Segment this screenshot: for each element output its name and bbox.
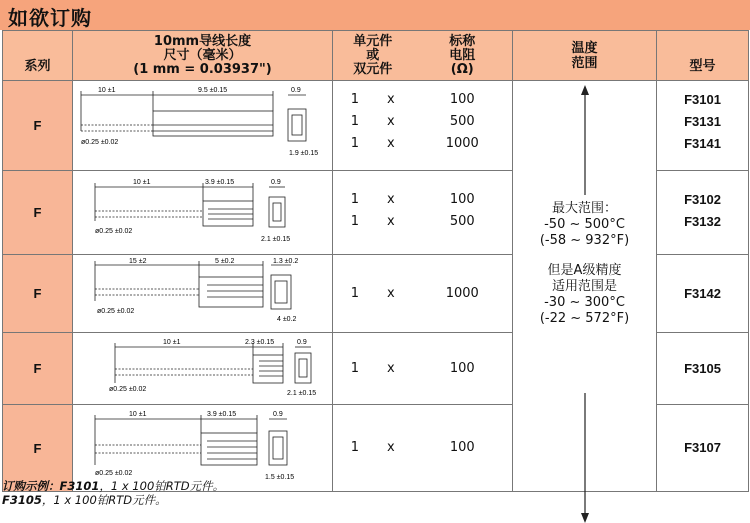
model-cell: F3142: [657, 255, 749, 333]
sensor-drawing: [73, 171, 331, 250]
header-temperature: 温度 范围: [513, 31, 657, 81]
dim-wire-diameter: ø0.25 ±0.02: [109, 386, 147, 393]
dim-wire-diameter: ø0.25 ±0.02: [95, 228, 133, 235]
dim-width: 4 ±0.2: [277, 316, 297, 323]
dim-lead-length: 10 ±1: [98, 87, 116, 94]
dim-width: 1.9 ±0.15: [289, 150, 319, 157]
temperature-text: 最大范围： -50 ~ 500°C (-58 ~ 932°F) 但是A级精度 适用范围是 -30 ~ 300°C (-22 ~ 572°F): [539, 201, 630, 326]
resistance-cell: 100 500 1000: [413, 81, 513, 171]
sensor-drawing: [73, 405, 331, 487]
diagram-cell: [73, 171, 333, 255]
header-resistance: 标称 电阻 (Ω): [413, 31, 513, 81]
diagram-cell: [73, 333, 333, 405]
dim-lead-length: 10 ±1: [163, 339, 181, 346]
sensor-drawing: [73, 255, 331, 328]
dim-wire-diameter: ø0.25 ±0.02: [95, 470, 133, 477]
dim-width: 2.1 ±0.15: [261, 236, 291, 243]
dim-width: 2.1 ±0.15: [287, 390, 317, 397]
series-cell: F: [3, 81, 73, 171]
sensor-drawing: [73, 333, 331, 400]
element-cell: 1 x: [333, 405, 413, 492]
dim-thickness: 0.9: [297, 339, 307, 346]
dim-wire-diameter: ø0.25 ±0.02: [81, 139, 119, 146]
temperature-cell: [513, 81, 657, 492]
range-arrow-bottom: [575, 393, 595, 523]
diagram-cell: [73, 81, 333, 171]
dim-width: 1.5 ±0.15: [265, 474, 295, 481]
model-cell: F3102 F3132: [657, 171, 749, 255]
dim-thickness: 1.3 ±0.2: [273, 258, 299, 265]
series-cell: F: [3, 333, 73, 405]
order-example-1: 订购示例：F3101，1 x 100铂RTD元件。: [2, 479, 225, 493]
element-cell: 1 x: [333, 333, 413, 405]
element-cell: 1 x 1 x: [333, 171, 413, 255]
header-row: [3, 31, 749, 81]
series-cell: F: [3, 171, 73, 255]
sensor-drawing: [73, 81, 331, 166]
dim-body-length: 2.3 ±0.15: [245, 339, 275, 346]
dim-lead-length: 10 ±1: [129, 411, 147, 418]
header-model: 型号: [657, 31, 749, 81]
series-cell: F: [3, 255, 73, 333]
resistance-cell: 1000: [413, 255, 513, 333]
table-row: [3, 81, 749, 171]
element-cell: 1 x 1 x 1 x: [333, 81, 413, 171]
resistance-cell: 100: [413, 333, 513, 405]
resistance-cell: 100: [413, 405, 513, 492]
title-bar: [0, 0, 750, 30]
header-series: 系列: [3, 31, 73, 81]
order-table: [2, 30, 749, 492]
dim-body-length: 3.9 ±0.15: [205, 179, 235, 186]
dim-thickness: 0.9: [271, 179, 281, 186]
model-cell: F3107: [657, 405, 749, 492]
dim-wire-diameter: ø0.25 ±0.02: [97, 308, 135, 315]
header-length: 10mm导线长度 尺寸（毫米） (1 mm = 0.03937"): [73, 31, 333, 81]
model-cell: F3105: [657, 333, 749, 405]
dim-thickness: 0.9: [291, 87, 301, 94]
series-cell: F: [3, 405, 73, 492]
dim-lead-length: 15 ±2: [129, 258, 147, 265]
dim-body-length: 5 ±0.2: [215, 258, 235, 265]
dim-thickness: 0.9: [273, 411, 283, 418]
order-example-2: F3105，1 x 100铂RTD元件。: [2, 493, 167, 507]
resistance-cell: 100 500: [413, 171, 513, 255]
diagram-cell: [73, 255, 333, 333]
model-cell: F3101 F3131 F3141: [657, 81, 749, 171]
dim-body-length: 9.5 ±0.15: [198, 87, 228, 94]
page-title: 如欲订购: [8, 6, 92, 30]
dim-body-length: 3.9 ±0.15: [207, 411, 237, 418]
range-arrow-top: [575, 85, 595, 195]
dim-lead-length: 10 ±1: [133, 179, 151, 186]
header-element: 单元件 或 双元件: [333, 31, 413, 81]
element-cell: 1 x: [333, 255, 413, 333]
